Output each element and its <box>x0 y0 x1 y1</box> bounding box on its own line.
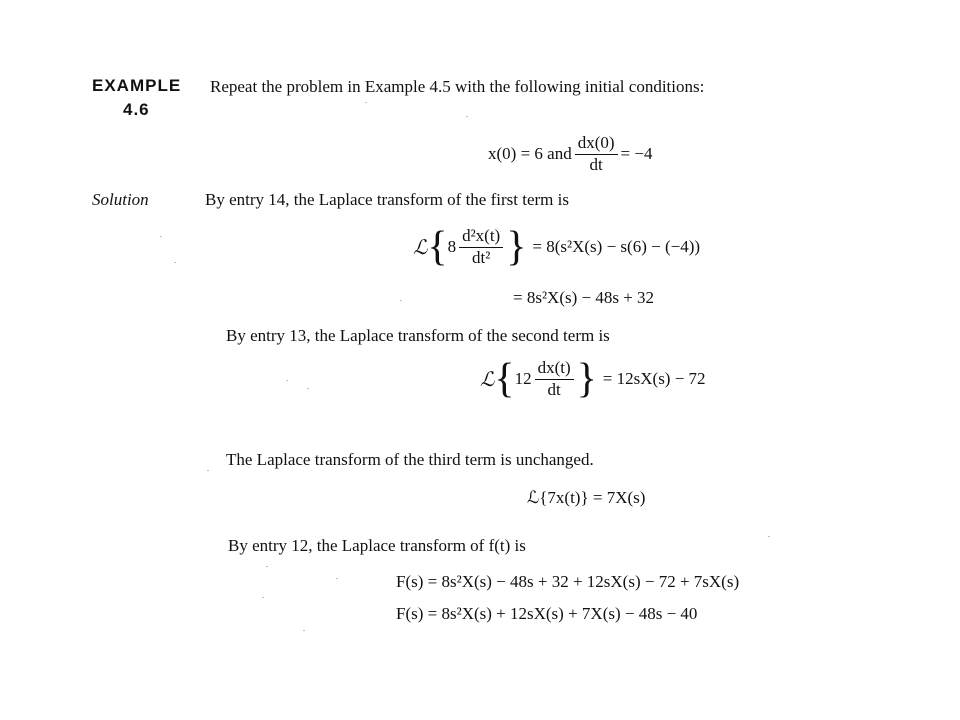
scan-speck <box>174 262 176 263</box>
right-brace: } <box>576 356 597 402</box>
right-brace: } <box>506 224 527 270</box>
solution-label: Solution <box>92 190 149 209</box>
first-term-equation <box>413 226 700 268</box>
scan-speck <box>307 388 309 389</box>
example-label: EXAMPLE <box>92 76 182 95</box>
scan-speck <box>286 380 288 381</box>
scan-speck <box>466 116 468 117</box>
problem-statement: Repeat the problem in Example 4.5 with the following initial conditions: <box>210 77 705 96</box>
eq1-rhs: = 8(s²X(s) − s(6) − (−4)) <box>532 237 701 256</box>
initial-conditions-equation <box>488 134 652 174</box>
example-number: 4.6 <box>123 100 150 119</box>
entry12-text: By entry 12, the Laplace transform of f(t) is <box>228 536 526 555</box>
laplace-symbol: ℒ <box>413 235 428 259</box>
eq3-rhs: = 12sX(s) − 72 <box>602 369 706 388</box>
eq3-denominator: dt <box>547 379 561 399</box>
ic-lhs: x(0) = 6 and <box>488 144 572 164</box>
eq3-coefficient: 12 <box>514 369 532 388</box>
eq3-numerator: dx(t) <box>535 359 574 380</box>
left-brace: { <box>427 224 448 270</box>
scan-speck <box>336 578 338 579</box>
second-term-equation <box>480 358 706 400</box>
scan-speck <box>303 630 305 631</box>
entry14-text: By entry 14, the Laplace transform of the first term is <box>205 190 569 209</box>
eq3-fraction <box>535 359 574 399</box>
ic-rhs: = −4 <box>620 144 653 164</box>
f-of-s-simplified: F(s) = 8s²X(s) + 12sX(s) + 7X(s) − 48s − 40 <box>396 604 698 623</box>
ic-numerator: dx(0) <box>575 134 618 155</box>
scan-speck <box>365 102 367 103</box>
f-of-s-equation: F(s) = 8s²X(s) − 48s + 32 + 12sX(s) − 72 + 7sX(s) <box>396 572 740 591</box>
scan-speck <box>207 470 209 471</box>
laplace-symbol: ℒ <box>480 367 495 391</box>
ic-denominator: dt <box>589 154 603 174</box>
eq1-coefficient: 8 <box>447 237 457 256</box>
ic-fraction <box>575 134 618 174</box>
scan-speck <box>160 236 162 237</box>
first-term-simplified: = 8s²X(s) − 48s + 32 <box>513 288 655 307</box>
eq1-fraction <box>459 227 503 267</box>
entry13-text: By entry 13, the Laplace transform of the second term is <box>226 326 610 345</box>
left-brace: { <box>494 356 515 402</box>
third-term-text: The Laplace transform of the third term is unchanged. <box>226 450 594 469</box>
scan-speck <box>400 300 402 301</box>
scan-speck <box>262 597 264 598</box>
eq1-numerator: d²x(t) <box>459 227 503 248</box>
scan-speck <box>266 566 268 567</box>
eq1-denominator: dt² <box>471 247 491 267</box>
third-term-equation: ℒ{7x(t)} = 7X(s) <box>527 488 646 507</box>
scan-speck <box>768 536 770 537</box>
